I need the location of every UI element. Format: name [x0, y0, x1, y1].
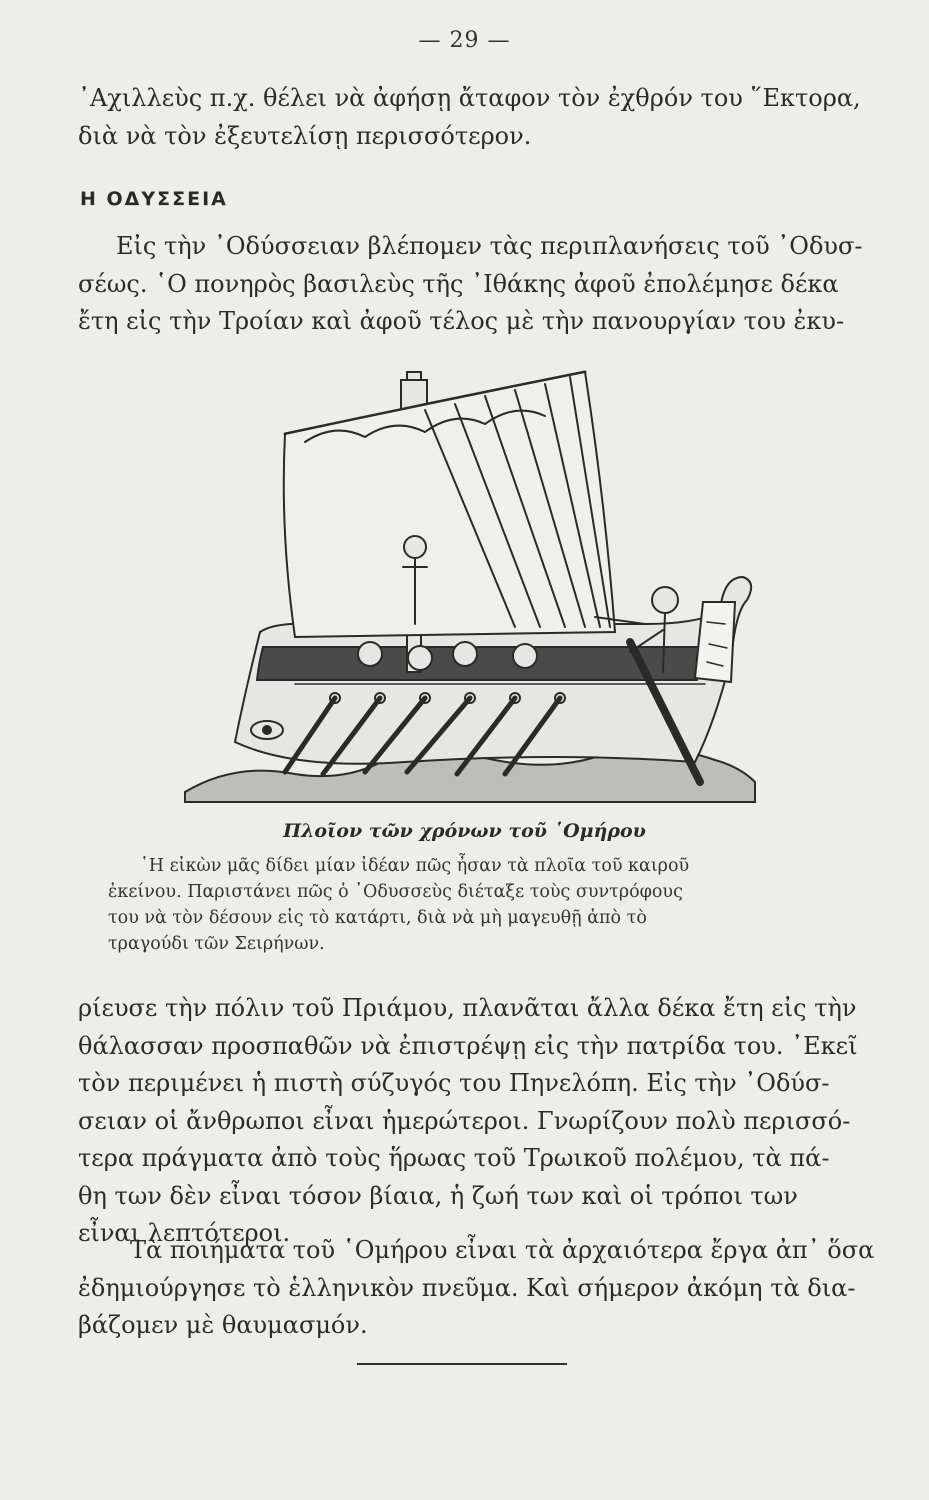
text-line: θη των δὲν εἶναι τόσον βίαια, ἡ ζωή των καὶ οἱ τρόποι των [78, 1181, 798, 1210]
ancient-greek-ship-illustration-icon [175, 362, 760, 812]
text-line: τὸν περιμένει ἡ πιστὴ σύζυγός του Πηνελόπη. Εἰς τὴν ᾿Οδύσ- [78, 1069, 830, 1097]
section-heading: Η ΟΔΥΣΣΕΙΑ [80, 188, 228, 210]
continuation-paragraph [78, 990, 858, 1253]
text-line: εἶναι λεπτότεροι. [78, 1219, 291, 1247]
text-line: σειαν οἱ ἄνθρωποι εἶναι ἡμερώτεροι. Γνωρίζουν πολὺ περισσό- [78, 1106, 851, 1135]
text-line: ρίευσε τὴν πόλιν τοῦ Πριάμου, πλανᾶται ἄλλα δέκα ἔτη εἰς τὴν [78, 994, 857, 1022]
figure-caption-title: Πλοῖον τῶν χρόνων τοῦ ῾Ομήρου [283, 820, 646, 842]
caption-line: τραγούδι τῶν Σειρήνων. [108, 934, 325, 954]
caption-line: του νὰ τὸν δέσουν εἰς τὸ κατάρτι, διὰ νὰ μὴ μαγευθῇ ἀπὸ τὸ [108, 908, 647, 928]
figure-caption [108, 853, 828, 957]
closing-paragraph [78, 1232, 875, 1345]
text-line: τερα πράγματα ἀπὸ τοὺς ἥρωας τοῦ Τρωικοῦ πολέμου, τὰ πά- [78, 1144, 830, 1172]
text-line: ᾿Αχιλλεὺς π.χ. θέλει νὰ ἀφήσῃ ἄταφον τὸν ἐχθρόν του ῞Εκτορα, [78, 84, 861, 112]
text-line: θάλασσαν προσπαθῶν νὰ ἐπιστρέψῃ εἰς τὴν πατρίδα του. ᾿Εκεῖ [78, 1031, 858, 1060]
section-intro-paragraph [78, 228, 863, 341]
text-line: Εἰς τὴν ᾿Οδύσσειαν βλέπομεν τὰς περιπλανήσεις τοῦ ᾿Οδυσ- [116, 232, 863, 260]
page-number: — 29 — [418, 28, 511, 53]
ship-illustration [175, 362, 760, 812]
text-line: Τὰ ποιήματα τοῦ ῾Ομήρου εἶναι τὰ ἀρχαιότερα ἔργα ἀπ᾿ ὅσα [130, 1236, 875, 1264]
intro-paragraph [78, 80, 861, 155]
text-line: ἔτη εἰς τὴν Τροίαν καὶ ἀφοῦ τέλος μὲ τὴν πανουργίαν του ἐκυ- [78, 307, 845, 335]
caption-line: ἐκείνου. Παριστάνει πῶς ὁ ᾿Οδυσσεὺς διέταξε τοὺς συντρόφους [108, 882, 683, 902]
text-line: βάζομεν μὲ θαυμασμόν. [78, 1311, 368, 1339]
caption-line: ῾Η εἰκὼν μᾶς δίδει μίαν ἰδέαν πῶς ἦσαν τὰ πλοῖα τοῦ καιροῦ [140, 856, 690, 876]
text-line: σέως. ῾Ο πονηρὸς βασιλεὺς τῆς ᾿Ιθάκης ἀφοῦ ἐπολέμησε δέκα [78, 269, 839, 298]
end-rule [357, 1363, 567, 1365]
text-line: διὰ νὰ τὸν ἐξευτελίσῃ περισσότερον. [78, 121, 532, 150]
text-line: ἐδημιούργησε τὸ ἑλληνικὸν πνεῦμα. Καὶ σήμερον ἀκόμη τὰ δια- [78, 1273, 856, 1302]
